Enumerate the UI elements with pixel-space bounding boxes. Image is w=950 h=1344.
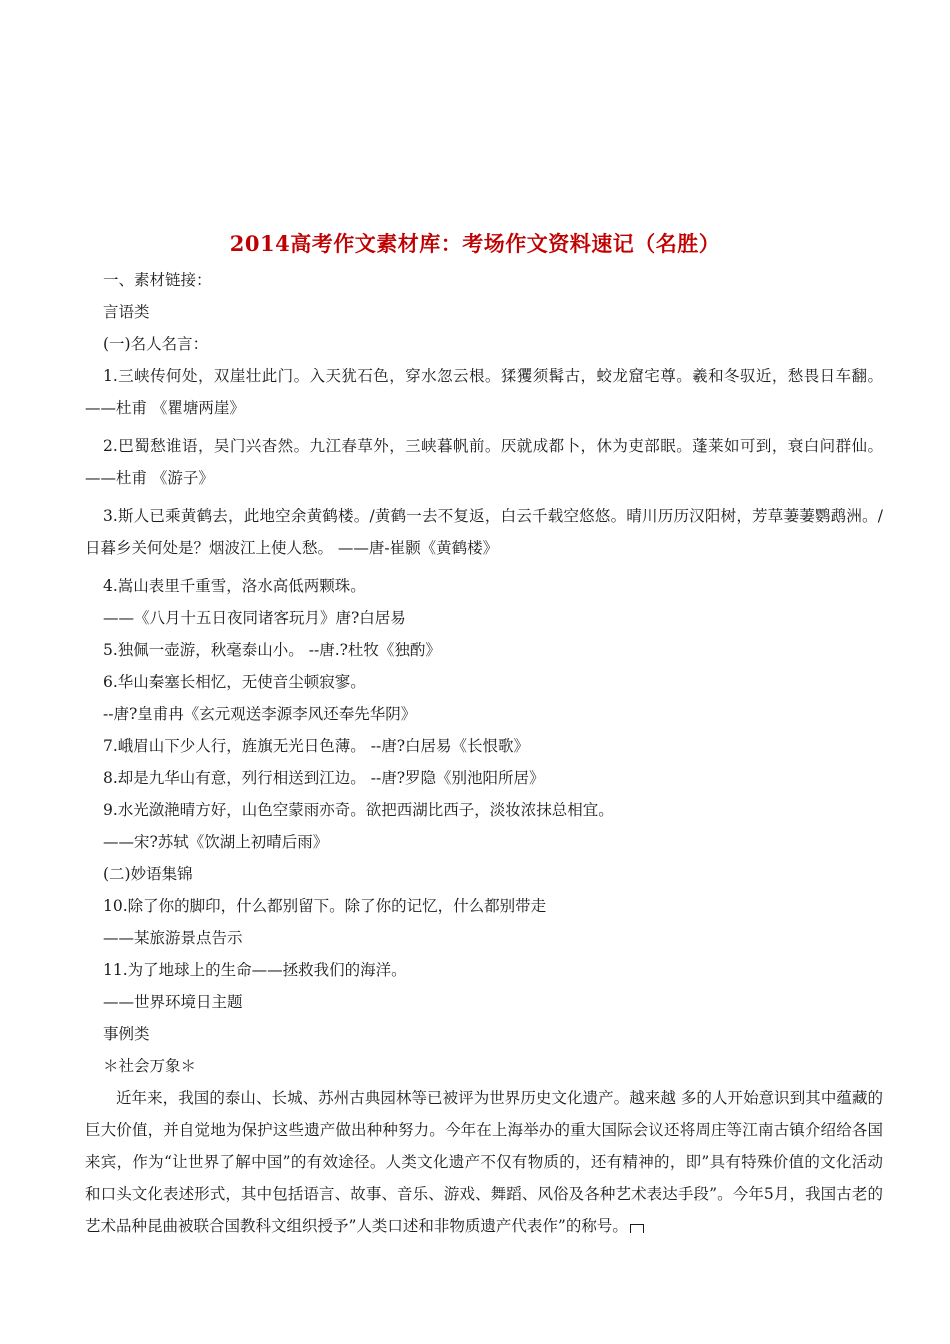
subsection-heading: (二)妙语集锦 (103, 865, 193, 883)
quote-item: 10.除了你的脚印，什么都别留下。除了你的记忆，什么都别带走 (103, 897, 547, 915)
quote-source: --唐?皇甫冉《玄元观送李源李风还奉先华阴》 (103, 705, 417, 723)
quote-item: 7.峨眉山下少人行，旌旗无光日色薄。 --唐?白居易《长恨歌》 (103, 737, 530, 755)
subsection-heading: (一)名人名言： (103, 335, 209, 353)
quote-item: 3.斯人已乘黄鹤去，此地空余黄鹤楼。/黄鹤一去不复返，白云千载空悠悠。晴川历历汉阳树，芳草萋萋鹦鹉洲。/日暮乡关何处是？烟波江上使人愁。 ——唐-崔颢《黄鹤楼》 (85, 507, 883, 557)
quote-item: 2.巴蜀愁谁语，吴门兴杳然。九江春草外，三峡暮帆前。厌就成都卜，休为吏部眠。蓬莱如可到，衰白问群仙。 ——杜甫 《游子》 (85, 437, 883, 487)
document-title: 2014高考作文素材库：考场作文资料速记（名胜） (229, 231, 721, 256)
topic-heading: ＊社会万象＊ (103, 1057, 197, 1075)
quote-item: 11.为了地球上的生命——拯救我们的海洋。 (103, 961, 407, 979)
quote-source: ——《八月十五日夜同诸客玩月》唐?白居易 (103, 609, 406, 627)
quote-source: ——世界环境日主题 (103, 993, 243, 1011)
paragraph-text: 近年来，我国的泰山、长城、苏州古典园林等已被评为世界历史文化遗产。越来越 多的人开始意识到其中蕴藏的巨大价值，并自觉地为保护这些遗产做出种种努力。今年在上海举办的重大国际会议还将周庄等江南古镇介绍给各国来宾，作为“让世界了解中国”的有效途径。人类文化遗产不仅有物质的，还有精神的，即”具有特殊价值的文化活动和口头文化表述形式，其中包括语言、故事、音乐、游戏、舞蹈、风俗及各种艺术表达手段”。今年5月，我国古老的艺术品种昆曲被联合国教科文组织授予”人类口述和非物质遗产代表作”的称号。 (85, 1089, 883, 1235)
section-heading: 一、素材链接： (103, 271, 212, 289)
document-body (85, 270, 883, 1242)
quote-item: 5.独佩一壶游，秋毫泰山小。 --唐.?杜牧《独酌》 (103, 641, 441, 659)
body-paragraph (85, 1082, 883, 1242)
quote-item: 4.嵩山表里千重雪，洛水高低两颗珠。 (103, 577, 366, 595)
quote-item: 6.华山秦塞长相忆，无使音尘顿寂寥。 (103, 673, 366, 691)
quote-item: 1.三峡传何处，双崖壮此门。入天犹石色，穿水忽云根。猱玃须髯古，蛟龙窟宅尊。羲和冬驭近，愁畏日车翻。 ——杜甫 《瞿塘两崖》 (85, 367, 883, 417)
quote-item: 9.水光潋滟晴方好，山色空蒙雨亦奇。欲把西湖比西子，淡妆浓抹总相宜。 (103, 801, 614, 819)
text-cursor-icon (630, 1224, 644, 1233)
quote-item: 8.却是九华山有意，列行相送到江边。 --唐?罗隐《别池阳所居》 (103, 769, 545, 787)
category-heading: 事例类 (103, 1025, 150, 1043)
category-heading: 言语类 (103, 303, 150, 321)
quote-source: ——宋?苏轼《饮湖上初晴后雨》 (103, 833, 329, 851)
quote-source: ——某旅游景点告示 (103, 929, 243, 947)
